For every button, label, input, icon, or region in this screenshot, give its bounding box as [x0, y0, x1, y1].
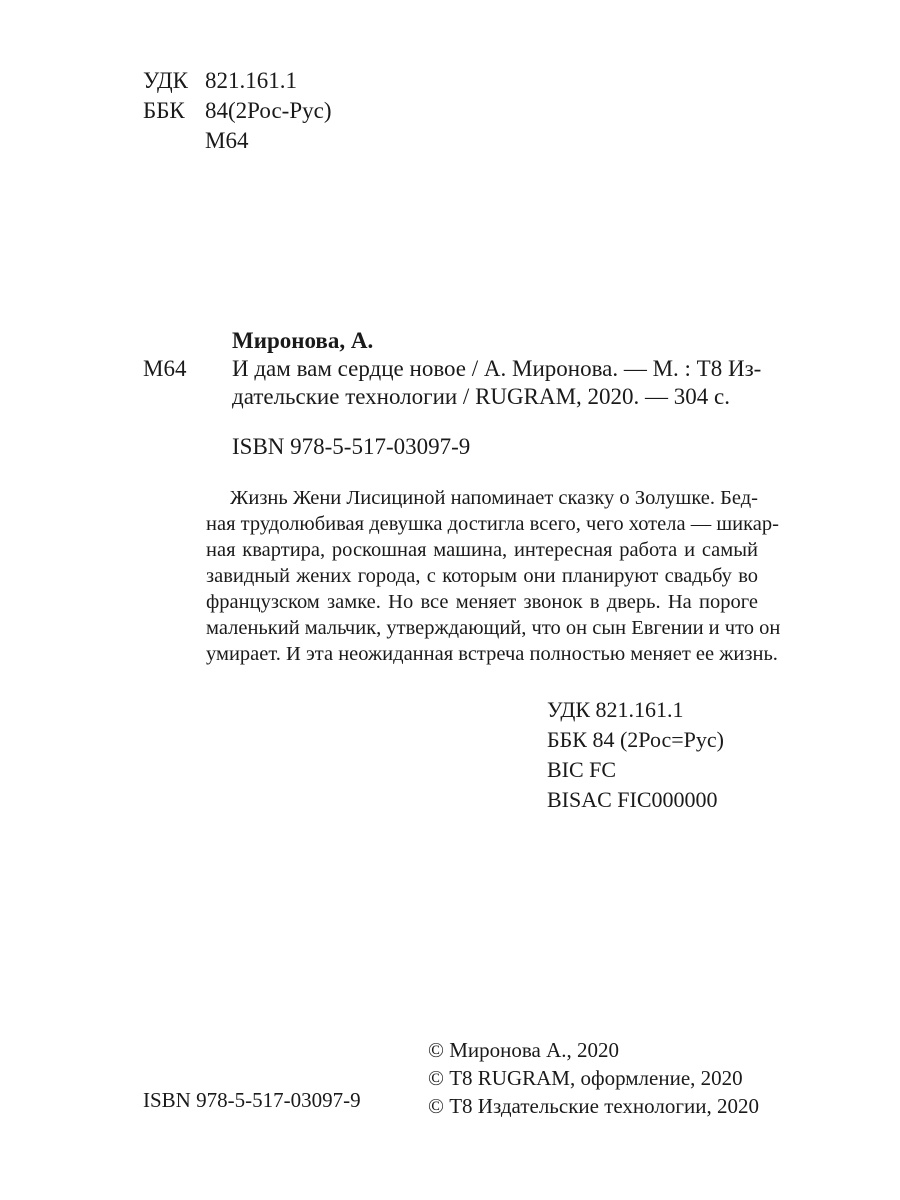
udk-row [143, 66, 297, 96]
entry-isbn: ISBN 978-5-517-03097-9 [232, 434, 471, 459]
annotation-line: ная квартира, роскошная машина, интересная работа и самый [206, 539, 758, 561]
right-udk: УДК 821.161.1 [547, 697, 684, 722]
entry-code: М64 [143, 356, 187, 381]
copyright-line: © Т8 RUGRAM, оформление, 2020 [428, 1066, 743, 1090]
annotation-line: умирает. И эта неожиданная встреча полностью меняет ее жизнь. [206, 643, 778, 665]
annotation-line: Жизнь Жени Лисициной напоминает сказку о Золушке. Бед- [230, 487, 758, 509]
annotation [206, 485, 781, 667]
right-classification [547, 695, 724, 815]
udk-label: УДК [143, 68, 188, 93]
bbk-row [143, 96, 331, 126]
copyright-line: © Миронова А., 2020 [428, 1038, 619, 1062]
copyright-line: © Т8 Издательские технологии, 2020 [428, 1094, 759, 1118]
copyright-block [428, 1036, 759, 1120]
bbk-label: ББК [143, 98, 185, 123]
footer-isbn: ISBN 978-5-517-03097-9 [143, 1088, 361, 1112]
udk-value: 821.161.1 [205, 68, 297, 93]
annotation-line: завидный жених города, с которым они планируют свадьбу во [206, 565, 758, 587]
author-mark-row [143, 126, 248, 156]
right-bisac: BISAC FIC000000 [547, 787, 718, 812]
annotation-line: французском замке. Но все меняет звонок в дверь. На пороге [206, 591, 758, 613]
entry-line-1: И дам вам сердце новое / А. Миронова. — М. : Т8 Из- [232, 356, 762, 381]
entry-line-2: дательские технологии / RUGRAM, 2020. — 304 с. [232, 384, 730, 409]
bbk-value: 84(2Рос-Рус) [205, 98, 332, 123]
author-mark: М64 [205, 128, 249, 153]
annotation-line: ная трудолюбивая девушка достигла всего, чего хотела — шикар- [206, 513, 779, 535]
annotation-line: маленький мальчик, утверждающий, что он сын Евгении и что он [206, 617, 781, 639]
entry-author: Миронова, А. [232, 328, 374, 353]
right-bbk: ББК 84 (2Рос=Рус) [547, 727, 724, 752]
right-bic: BIC FC [547, 757, 617, 782]
